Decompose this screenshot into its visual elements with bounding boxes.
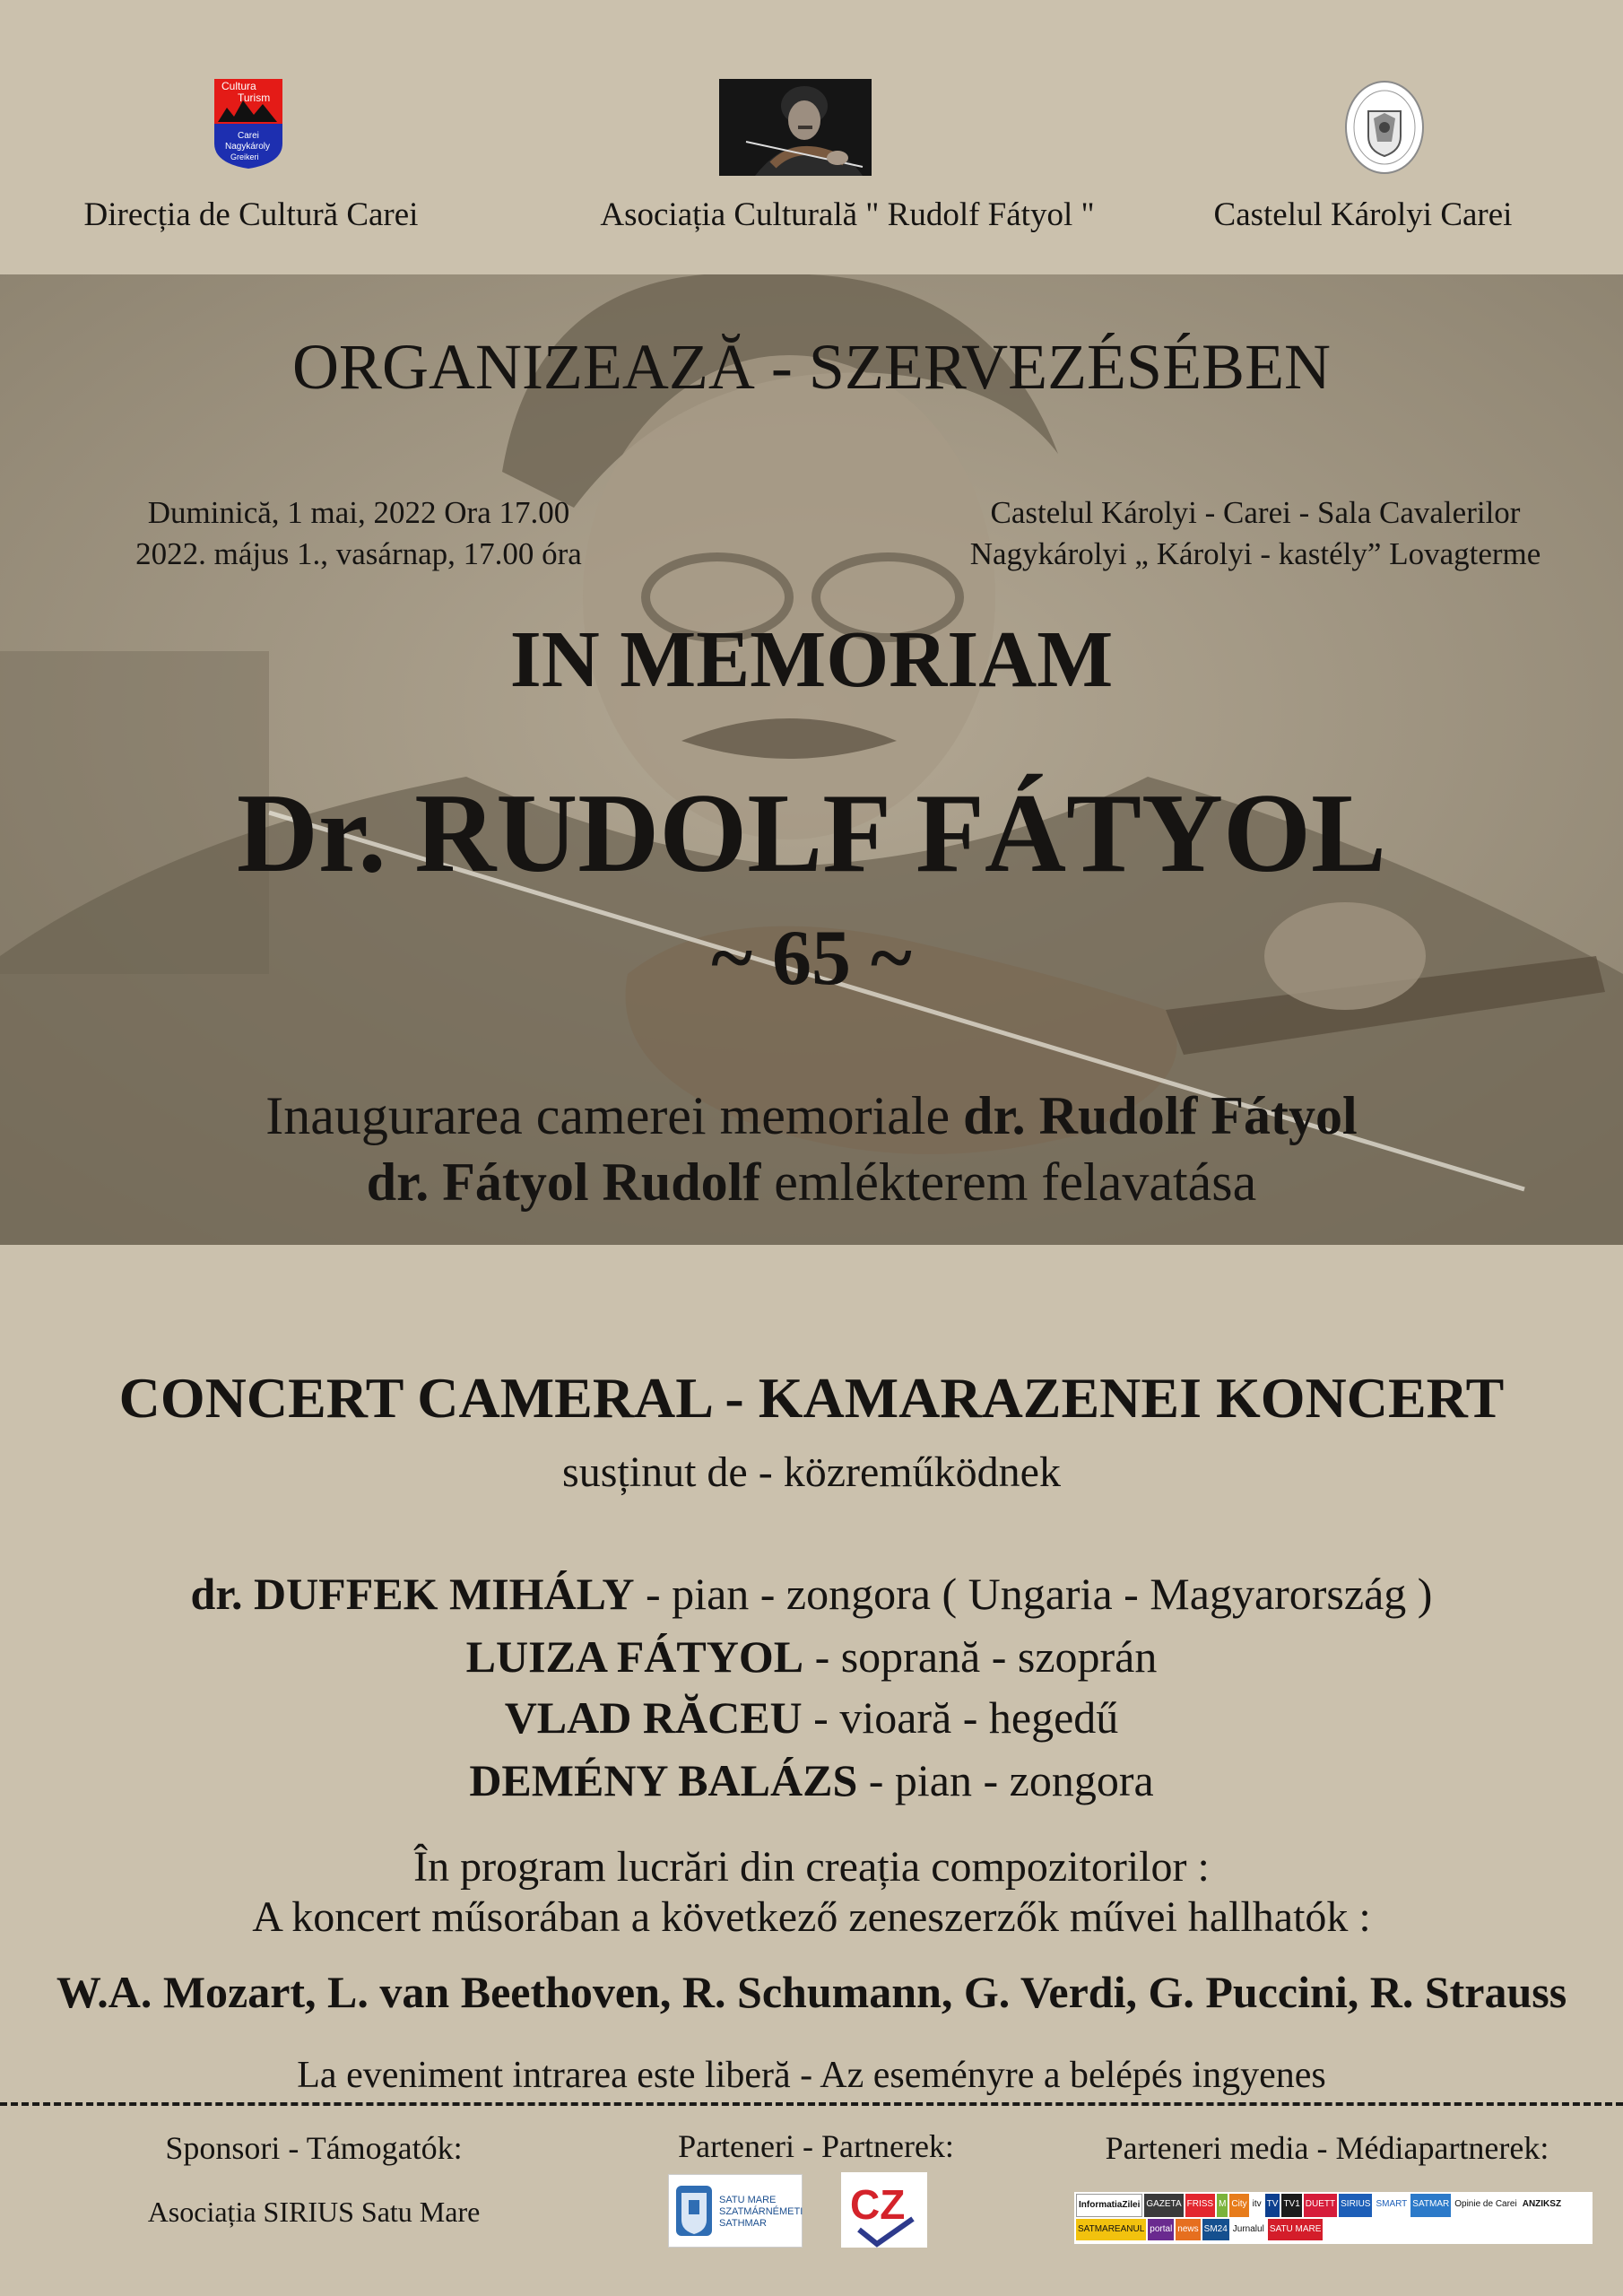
violinist-photo xyxy=(719,79,872,176)
culture-logo-line: Carei xyxy=(238,131,259,141)
performer-name: dr. DUFFEK MIHÁLY xyxy=(190,1569,635,1619)
performer-line xyxy=(0,1568,1623,1620)
event-date-hu: 2022. május 1., vasárnap, 17.00 óra xyxy=(135,536,582,571)
org-name-cultural-association: Asociația Culturală " Rudolf Fátyol " xyxy=(600,196,1095,233)
concert-subtitle: susținut de - közreműködnek xyxy=(562,1448,1061,1496)
culture-logo-line: Greikeri xyxy=(230,152,259,161)
culture-logo-line: Cultura xyxy=(221,80,256,92)
media-logo: Jurnalul xyxy=(1231,2219,1266,2240)
performer-name: DEMÉNY BALÁZS xyxy=(469,1755,858,1805)
program-intro-hu: A koncert műsorában a következő zeneszerzők művei hallhatók : xyxy=(252,1893,1371,1941)
organizer-heading: ORGANIZEAZĂ - SZERVEZÉSÉBEN xyxy=(291,331,1332,403)
media-logo: M xyxy=(1217,2194,1228,2217)
castle-seal-logo xyxy=(1343,79,1426,176)
performer-role: - vioară - hegedű xyxy=(802,1692,1119,1743)
performer-line xyxy=(0,1631,1623,1683)
in-memoriam-heading: IN MEMORIAM xyxy=(509,615,1114,704)
anniversary-number: ~ 65 ~ xyxy=(711,915,912,1002)
cz-logo-text: CZ xyxy=(850,2181,906,2228)
media-logo: itv xyxy=(1251,2194,1263,2217)
inauguration-ro-text: Inaugurarea camerei memoriale xyxy=(265,1086,964,1145)
media-logo: news xyxy=(1176,2219,1200,2240)
media-logos-strip xyxy=(1074,2192,1593,2244)
media-logo: FRISS xyxy=(1185,2194,1215,2217)
performer-line xyxy=(0,1754,1623,1806)
media-logo: portal xyxy=(1148,2219,1174,2240)
inauguration-hu-text: emlékterem felavatása xyxy=(760,1152,1257,1212)
media-logo: SMART xyxy=(1374,2194,1409,2217)
satu-mare-partner-logo xyxy=(668,2174,803,2248)
media-logo: TV xyxy=(1265,2194,1280,2217)
media-logo: SIRIUS xyxy=(1339,2194,1372,2217)
culture-tourism-logo xyxy=(213,77,284,170)
media-logo: GAZETA xyxy=(1144,2194,1183,2217)
hero-text-layer xyxy=(0,274,1623,1245)
culture-logo-line: Turism xyxy=(238,91,271,104)
performer-role: - pian - zongora ( Ungaria - Magyarország ) xyxy=(634,1569,1433,1619)
inauguration-hu-name: dr. Fátyol Rudolf xyxy=(366,1152,761,1212)
inauguration-ro xyxy=(0,1085,1623,1147)
cz-partner-logo xyxy=(841,2172,927,2248)
media-logo: DUETT xyxy=(1304,2194,1337,2217)
event-venue-hu: Nagykárolyi „ Károlyi - kastély” Lovagterme xyxy=(969,536,1541,571)
partners-label: Parteneri - Partnerek: xyxy=(678,2128,954,2164)
inauguration-ro-name: dr. Rudolf Fátyol xyxy=(963,1086,1358,1145)
media-logo: Opinie de Carei xyxy=(1453,2194,1518,2217)
concert-title: CONCERT CAMERAL - KAMARAZENEI KONCERT xyxy=(118,1366,1505,1430)
media-logo: City xyxy=(1229,2194,1248,2217)
performer-name: VLAD RĂCEU xyxy=(504,1692,803,1743)
media-logo: SATU MARE xyxy=(1268,2219,1324,2240)
free-entry-note: La eveniment intrarea este liberă - Az eseményre a belépés ingyenes xyxy=(297,2055,1326,2096)
inauguration-hu xyxy=(0,1152,1623,1213)
performer-name: LUIZA FÁTYOL xyxy=(465,1631,804,1682)
footer-divider xyxy=(0,2102,1623,2106)
media-logo: SATMAR xyxy=(1410,2194,1451,2217)
media-logo: ANZIKSZ xyxy=(1521,2194,1563,2217)
media-partners-label: Parteneri media - Médiapartnerek: xyxy=(1105,2130,1549,2166)
performer-line xyxy=(0,1692,1623,1744)
performer-role: - soprană - szoprán xyxy=(803,1631,1158,1682)
cz-logo-icon xyxy=(841,2172,927,2248)
culture-logo-line: Nagykároly xyxy=(225,142,271,152)
sponsor-name: Asociația SIRIUS Satu Mare xyxy=(147,2196,481,2228)
media-logo: SATMAREANUL xyxy=(1076,2219,1146,2240)
org-name-karolyi-castle: Castelul Károlyi Carei xyxy=(1213,196,1513,233)
honoree-name: Dr. RUDOLF FÁTYOL xyxy=(236,771,1387,896)
sponsors-label: Sponsori - Támogatók: xyxy=(165,2130,463,2166)
performer-role: - pian - zongora xyxy=(857,1755,1154,1805)
program-intro-ro: În program lucrări din creația compozitorilor : xyxy=(413,1843,1210,1891)
hero-banner xyxy=(0,274,1623,1245)
media-logo: InformatiaZilei xyxy=(1076,2194,1142,2217)
media-logo: SM24 xyxy=(1202,2219,1229,2240)
org-name-culture-directorate: Direcția de Cultură Carei xyxy=(83,196,419,233)
composers-list: W.A. Mozart, L. van Beethoven, R. Schumann, G. Verdi, G. Puccini, R. Strauss xyxy=(56,1967,1567,2017)
event-date-ro: Duminică, 1 mai, 2022 Ora 17.00 xyxy=(147,495,570,530)
event-venue-ro: Castelul Károlyi - Carei - Sala Cavalerilor xyxy=(990,495,1521,530)
media-logo: TV1 xyxy=(1281,2194,1301,2217)
satu-mare-logo-text: SATU MARE SZATMÁRNÉMETI SATHMAR xyxy=(719,2195,803,2229)
